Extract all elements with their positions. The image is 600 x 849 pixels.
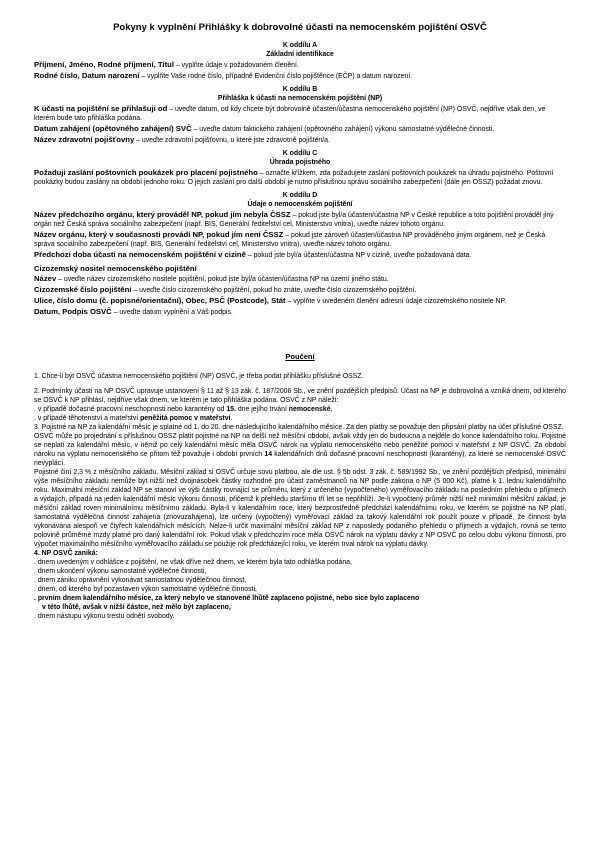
section-heading: K oddílu B bbox=[282, 86, 318, 94]
field-description: – vyplňte v uvedeném členění adresní údaje cizozemského nositele NP. bbox=[285, 297, 507, 305]
benefit-list-item bbox=[34, 415, 566, 424]
instruction-paragraph-3: 3. Pojistné na NP za kalendářní měsíc je splatné od 1. do 20. dne následujícího kalendářního měsíce. Za den platby se považuje den připsání platby na účet příslušné OSSZ. bbox=[34, 424, 564, 432]
section-b bbox=[34, 86, 566, 146]
text-run-bold: nemocenské bbox=[288, 406, 331, 414]
text-run-bold: peněžitá pomoc v mateřství bbox=[140, 415, 231, 423]
section-a bbox=[34, 42, 566, 82]
instruction-item bbox=[34, 104, 566, 124]
instruction-item bbox=[34, 250, 566, 261]
field-description: – uveďte datum faktického zahájení (opětovného zahájení) výkonu samostatné výdělečné činnosti. bbox=[191, 126, 495, 134]
instruction-item bbox=[34, 124, 566, 135]
instruction-item bbox=[34, 210, 566, 230]
section-subheading: Přihláška k účasti na nemocenském pojištění (NP) bbox=[217, 95, 383, 103]
text-run-bold: 14 bbox=[264, 451, 273, 459]
section-subheading: Údaje o nemocenském pojištění bbox=[247, 200, 353, 208]
field-description: – vyplňte údaje v požadovaném členění. bbox=[173, 62, 299, 70]
text-run: dne jejího trvání bbox=[235, 406, 289, 414]
section-heading: K oddílu A bbox=[282, 42, 318, 50]
section-subheading: Základní identifikace bbox=[266, 51, 334, 59]
field-label: Požaduji zaslání poštovních poukázek pro placení pojistného bbox=[34, 167, 258, 177]
instruction-item bbox=[34, 307, 566, 318]
field-description: – uveďte datum vyplnění a Váš podpis. bbox=[111, 308, 233, 316]
field-description: – označte křížkem, zda požadujete zaslání poštovních poukázek na úhradu pojistného. Poštovní poukázky budou zaslány na období jednoho roku. O jejich zaslání pro další období je nutno příslušnou správu sociálního zabezpečení (dále jen OSSZ) požádat znovu. bbox=[34, 169, 554, 186]
text-run: , bbox=[330, 406, 333, 414]
section-subheading: Úhrada pojistného bbox=[269, 159, 331, 166]
instruction-item bbox=[34, 71, 566, 82]
foreign-insurer-heading: Cizozemský nositel nemocenského pojištění bbox=[34, 263, 197, 273]
text-run: . v případě dočasné pracovní neschopnosti nebo karantény od bbox=[34, 406, 227, 414]
instructions-heading: Poučení bbox=[285, 351, 315, 361]
instruction-item bbox=[34, 168, 566, 188]
field-label: Název bbox=[34, 273, 57, 283]
instruction-item bbox=[34, 296, 566, 307]
field-label: Název předchozího orgánu, který prováděl NP, pokud jím nebyla ČSSZ bbox=[34, 209, 291, 219]
instruction-paragraph-1: 1. Chce-li být OSVČ účastna nemocenského pojištění (NP) OSVČ, je třeba podat přihlášku příslušné OSSZ. bbox=[34, 373, 364, 381]
field-label: Datum, Podpis OSVČ bbox=[34, 306, 112, 316]
field-description: – pokud jste byl/a účasten/účastna NP v České republice a toto pojištění prováděl jiný orgán než Česká správa sociálního zabezpečení (např. BIS, Generální ředitelství cel, Ministerstvo vnitra), uveďte název tohoto orgánu. bbox=[34, 211, 554, 228]
text-run-bold: 15. bbox=[226, 406, 236, 414]
termination-list-item: . dnem uvedeným v odhlášce z pojištění, ne však dříve než dnem, ve kterém byla tato odhláška podána, bbox=[34, 558, 352, 566]
text-run: OSVČ může po projednání s příslušnou OSSZ platit pojistné na NP na delší než měsíční období, avšak vždy jen do budoucna a nejdéle do konce kalendářního roku. Pojistné se neplatí za kalendářní měsíc, v němž po celý kalendářní měsíc měla OSVČ nárok na výplatu nemocenského nebo peněžité pomoci v mateřství z NP OSVČ. Za období nároku na výplatu nemocenského se přitom též považuje i období prvních bbox=[34, 433, 566, 459]
termination-list-item-continued: v této lhůtě, avšak v nižší částce, než mělo být zaplaceno, bbox=[42, 603, 231, 611]
termination-list-item: . prvním dnem kalendářního měsíce, za který nebylo ve stanovené lhůtě zaplaceno pojistné, nebo sice bylo zaplaceno bbox=[34, 594, 420, 602]
instruction-item bbox=[34, 285, 566, 296]
field-description: – uveďte název cizozemského nositele pojištění, pokud jste byl/a účasten/účastna NP na území jiného státu. bbox=[56, 275, 389, 283]
field-description: – vyplňte Vaše rodné číslo, případně Evidenční číslo pojištěnce (EČP) a datum narození. bbox=[139, 73, 413, 81]
instruction-item bbox=[34, 60, 566, 71]
field-label: Ulice, číslo domu (č. popisné/orientační), Obec, PSČ (Postcode), Stát bbox=[34, 295, 286, 305]
instruction-paragraph-4-heading: 4. NP OSVČ zaniká: bbox=[34, 549, 98, 557]
field-label: Název orgánu, který v současnosti provádí NP, pokud jím není ČSSZ bbox=[34, 229, 284, 239]
field-description: – uveďte číslo cizozemského pojištění, pokud ho znáte, uveďte číslo cizozemského pojištění. bbox=[131, 286, 417, 294]
field-label: K účasti na pojištění se přihlašuji od bbox=[34, 104, 168, 114]
field-label: Příjmení, Jméno, Rodné příjmení, Titul bbox=[34, 60, 174, 70]
text-run: . v případě těhotenství a mateřství bbox=[34, 415, 141, 423]
termination-list-item: . dnem zániku oprávnění vykonávat samostatnou výdělečnou činnost, bbox=[34, 576, 247, 584]
field-description: – uveďte datum, od kdy chcete být dobrovolně účasten/účastna nemocenského pojištění (NP) OSVČ, nejdříve však den, ve kterém bude tato přihláška podána. bbox=[34, 106, 546, 123]
field-label: Cizozemské číslo pojištění bbox=[34, 284, 132, 294]
instructions-body bbox=[34, 373, 566, 621]
instruction-paragraph-3b bbox=[34, 433, 566, 469]
instruction-item bbox=[34, 135, 566, 146]
termination-list-item: . dnem ukončení výkonu samostatné výdělečné činnosti, bbox=[34, 567, 207, 575]
field-label: Název zdravotní pojišťovny bbox=[34, 135, 135, 145]
termination-list-item: . dnem, od kterého byl pozastaven výkon samostatné výdělečné činnosti, bbox=[34, 585, 257, 593]
field-description: – uveďte zdravotní pojišťovnu, u které jste zdravotně pojištěn/a. bbox=[134, 137, 330, 145]
instruction-item bbox=[34, 230, 566, 250]
instruction-paragraph-3c: Pojistné činí 2,3 % z měsíčního základu. Měsíční základ si OSVČ určuje sovu platbou, ale dle ust. § 5b odst. 3 zák. č. 589/1992 Sb., ve znění pozdějších předpisů, minimální výše měsíčního základu nemůže být nižší než dvojnásobek částky rozhodné pro účast zaměstnanců na NP podle zákona o NP (5 000 Kč), platné k 1. lednu kalendářního roku. Maximální měsíční základ NP se stanoví ve výši částky rovnající se průměru, který z určeného (vypočteného) vyměřovacího základu na posledním přehledu o příjmech a výdajích, připadá na jeden kalendářní měsíc výkonu činnosti, přičemž k přehledu staršímu tří let se nepřihlíží. Je-li vypočtený průměr nižší než minimální měsíční základ, je měsíční základ roven minimálnímu měsíčnímu základu. Byla-li v kalendářním roce, který bezprostředně předchází kalendářnímu roku, ve kterém se pojistné na NP platí, samostatná výdělečná činnost zahájena (znovuzahájena), lze určený (vypočtený) vyměřovací základ za takový kalendářní rok použít pouze v případě, že činnost byla vykonávána alespoň ve čtyřech kalendářních měsících. Nelze-li určit maximální měsíční základ NP z naposledy podaného přehledu o příjmech a výdajích, rovná se tento polovině průměrné mzdy platné pro daný kalendářní rok. Pokud však v předchozím roce měla OSVČ nárok na výplatu dávky z NP OSVČ po celou dobu výkonu činnosti, pro výpočet maximálního měsíčního vyměřovacího základu se použije rok předcházející roku, ve kterém trval nárok na výplatu dávky. bbox=[34, 469, 566, 548]
termination-list-item: . dnem nástupu výkonu trestu odnětí svobody. bbox=[34, 612, 175, 620]
benefit-list-item bbox=[34, 406, 566, 415]
field-label: Předchozí doba účasti na nemocenském pojištění v cizině bbox=[34, 249, 246, 259]
field-description: – pokud jste zároveň účasten/účastna NP prováděného jiným orgánem, než je Česká správa sociálního zabezpečení (např. BIS, Generální ředitelství cel, Ministerstvo vnitra), uveďte název tohoto orgánu. bbox=[34, 231, 546, 248]
section-heading: K oddílu D bbox=[282, 191, 318, 199]
field-label: Datum zahájení (opětovného zahájení) SVČ bbox=[34, 124, 192, 134]
field-description: – pokud jste byl/a účasten/účastna NP v cizině, uveďte požadovaná data. bbox=[245, 251, 472, 259]
section-d bbox=[34, 192, 566, 318]
instruction-paragraph-2: 2. Podmínky účasti na NP OSVČ upravuje ustanovení § 11 až § 13 zák. č. 187/2006 Sb., ve znění pozdějších předpisů. Účast na NP je dobrovolná a vzniká dnem, od kterého se OSVČ k NP přihlásí, nejdříve však dnem, ve kterém je tato přihláška podána. OSVČ z NP náleží: bbox=[34, 388, 566, 405]
text-run: . bbox=[230, 415, 233, 423]
document-title: Pokyny k vyplnění Přihlášky k dobrovolné účasti na nemocenském pojištění OSVČ bbox=[113, 22, 487, 33]
instruction-item bbox=[34, 274, 566, 285]
field-label: Rodné číslo, Datum narození bbox=[34, 71, 140, 81]
text-run: kalendářních dnů dočasné pracovní neschopnosti (karantény), za které se nemocenské OSVČ nevyplácí. bbox=[34, 451, 566, 468]
section-heading: K oddílu C bbox=[282, 150, 318, 158]
section-c bbox=[34, 150, 566, 188]
